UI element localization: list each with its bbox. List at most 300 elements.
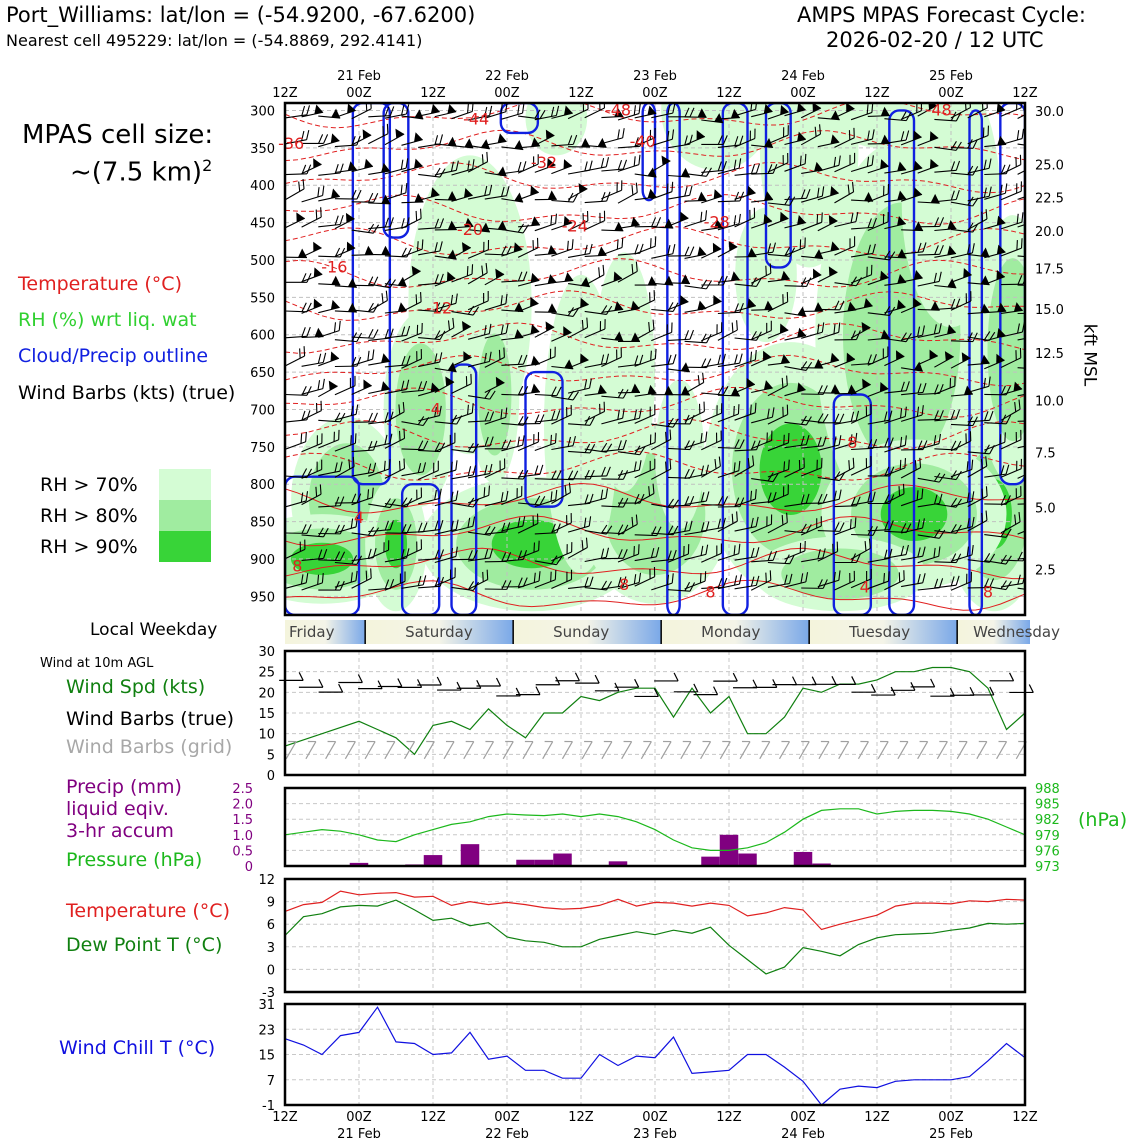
barb-feather [534,238,542,248]
weekday-name: Tuesday [849,623,911,641]
barb-feather [321,379,327,389]
barb-flag [314,328,323,337]
wind-barb [302,134,328,143]
barb-feather [618,160,623,169]
barb-feather [370,349,376,359]
wind-barb [401,193,423,203]
weekday-name: Wednesday [973,623,1061,641]
barb-flag [542,319,554,331]
barb-flag [795,327,806,338]
barb-feather [307,273,311,282]
barb-feather [467,466,473,476]
barb-staff [618,165,639,172]
barb-feather [583,161,589,171]
barb-flag [560,157,572,169]
wind-barb [601,221,623,231]
barb-flag [329,188,340,199]
barb-feather [588,244,594,254]
barb-feather [1006,165,1010,174]
barb-staff [485,254,507,255]
wind-barb [567,161,594,174]
barb-feather [535,432,542,442]
barb-flag [709,241,721,253]
barb-flag [1031,137,1041,147]
barb-feather [1030,518,1037,528]
barb-feather [336,321,343,331]
precip-tick: 0 [244,860,253,875]
barb-feather [1029,684,1033,692]
barb-flag [310,240,322,252]
legend-wind: Wind Barbs (kts) (true) [18,382,236,404]
barb-staff [818,531,840,532]
barb-staff [518,442,538,451]
station-title: Port_Williams: lat/lon = (-54.9200, -67.6200) [6,3,476,27]
barb-feather [651,290,659,300]
barb-feather [434,135,439,145]
wind-barb [318,247,344,257]
barb-feather [399,160,405,170]
barb-flag [414,109,424,119]
wind-barb [314,378,338,397]
wind-barb [284,327,311,338]
wind-barb [364,291,391,312]
barb-staff [352,337,374,338]
wind-barb [367,352,390,365]
top-date-tick: 25 Feb [929,69,973,84]
rh-legend-80: RH > 80% [40,505,138,527]
pressure-tick: 950 [250,590,275,606]
barb-staff [835,506,857,507]
barb-feather [301,327,306,336]
barb-staff [285,420,307,422]
barb-staff [635,535,657,536]
height-tick: 10.0 [1035,394,1064,410]
barb-feather [334,216,339,225]
temp-tick: 3 [266,940,275,956]
top-time-tick: 00Z [642,86,668,101]
barb-flag [448,136,458,146]
precip-bar [424,855,443,866]
barb-feather [1034,582,1039,591]
cell-size-label: MPAS cell size: [22,120,214,150]
temperature-label: -28 [703,212,730,232]
barb-feather [756,164,761,173]
barb-staff [718,312,740,313]
barb-flag [664,219,673,228]
barb-feather [702,334,707,343]
temperature-label: 8 [982,582,994,602]
pressure-tick: 400 [250,179,275,195]
precip-tick: 1.5 [232,813,253,829]
temperature-label: -36 [278,134,305,154]
barb-feather [322,353,328,363]
cell-size-text: ~(7.5 km) [70,157,203,188]
wind-barb [317,164,344,176]
barb-staff [285,311,307,312]
barb-flag [498,166,508,176]
barb-feather [317,354,323,364]
barb-feather [623,160,628,169]
weekday-name: Friday [289,623,335,641]
top-time-tick: 12Z [272,86,298,101]
barb-staff [285,395,307,396]
temp-tick: -3 [262,986,275,1001]
height-tick: 25.0 [1035,158,1064,174]
height-tick: 5.0 [1035,501,1056,517]
barb-flag [1027,212,1038,223]
barb-feather [1015,130,1021,140]
barb-feather [700,402,708,412]
bottom-time-tick: 00Z [494,1110,520,1125]
pressure-hpa-tick: 979 [1035,828,1060,844]
barb-staff [285,189,304,200]
wind-barb [684,191,706,201]
barb-staff [934,562,956,563]
barb-staff [785,286,807,287]
barb-staff [701,505,723,506]
barb-flag [359,127,371,139]
temperature-label: -32 [530,152,558,172]
barb-flag [327,350,339,362]
barb-feather [324,134,328,143]
height-tick: 7.5 [1035,446,1056,462]
wind-barb [331,211,355,229]
barb-feather [699,373,707,383]
barb-flag [548,190,557,199]
pressure-tick: 700 [250,403,275,419]
bottom-time-tick: 12Z [272,1110,298,1125]
barb-feather [316,380,322,390]
barb-feather [453,460,459,470]
pressure-tick: 350 [250,141,275,157]
temperature-label: -24 [561,216,588,236]
barb-staff [1001,191,1021,200]
barb-feather [369,193,373,202]
rh-blob [760,424,822,515]
precip-bar [461,844,480,866]
height-tick: 15.0 [1035,302,1064,318]
rh-legend-90: RH > 90% [40,536,138,558]
wind-barb [352,193,378,202]
barb-staff [618,193,637,204]
barb-staff [585,476,607,477]
temperature-label: -4 [425,399,441,419]
barb-feather [690,247,694,256]
barb-staff [651,332,671,340]
barb-flag [347,161,357,171]
barb-feather [1039,411,1043,420]
barb-feather [671,244,677,254]
barb-feather [601,211,608,221]
barb-feather [716,355,722,365]
pressure-tick: 500 [250,253,275,269]
barb-feather [806,277,810,286]
wind-barb [517,465,544,477]
barb-staff [601,247,622,255]
barb-staff [918,254,940,255]
nearest-cell-info: Nearest cell 495229: lat/lon = (-54.8869, 292.4141) [6,31,423,50]
pressure-tick: 300 [250,104,275,120]
windchill-tick: 23 [258,1023,275,1039]
temperature-label: 4 [353,507,365,527]
temp-tick: 9 [266,895,275,911]
bottom-date-tick: 25 Feb [929,1127,973,1140]
barb-feather [517,162,522,171]
barb-flag [725,239,737,251]
wind-barb [698,322,725,340]
barb-feather [615,129,621,139]
legend-wind-chill: Wind Chill T (°C) [59,1037,216,1059]
barb-feather [1034,412,1038,421]
temperature-label: 8 [705,582,716,602]
pressure-tick: 600 [250,328,275,344]
barb-feather [583,245,589,255]
legend-dewpoint: Dew Point T (°C) [66,934,223,956]
barb-staff [685,341,707,343]
barb-staff [718,201,740,202]
barb-staff [285,442,306,450]
wind-barb [299,186,326,202]
barb-staff [951,341,973,342]
barb-feather [540,414,544,423]
wind-barb [335,331,362,342]
wind-barb [348,127,372,145]
barb-feather [668,323,675,333]
barb-staff [685,220,706,227]
height-tick: 20.0 [1035,225,1064,240]
pressure-unit-label: (hPa) [1078,809,1128,831]
barb-feather [365,351,371,361]
barb-staff [551,201,573,203]
barb-staff [418,112,440,117]
barb-staff [368,116,390,117]
height-tick: 22.5 [1035,191,1064,207]
barb-staff [318,173,340,175]
wind-tick: 0 [266,769,275,784]
wind-subtitle: Wind at 10m AGL [40,656,154,671]
barb-feather [1039,582,1044,591]
barb-feather [733,320,741,330]
top-time-tick: 12Z [568,86,594,101]
top-date-tick: 22 Feb [485,69,529,84]
barb-flag [1029,383,1039,393]
precip-bar [701,857,720,866]
temperature-label: 4 [859,577,870,597]
barb-flag [392,126,404,138]
wind-barb [435,135,458,146]
top-time-tick: 12Z [716,86,742,101]
bottom-time-tick: 12Z [1012,1110,1038,1125]
bottom-date-tick: 24 Feb [781,1127,825,1140]
rh-legend-70: RH > 70% [40,474,138,496]
precip-bar [738,854,757,866]
legend-precip-1: Precip (mm) [66,776,182,798]
barb-flag [697,191,706,200]
barb-feather [374,193,378,202]
pressure-hpa-tick: 985 [1035,797,1060,813]
pressure-hpa-tick: 976 [1035,844,1060,860]
barb-feather [1032,435,1038,445]
precip-bar [553,854,572,866]
bottom-time-tick: 12Z [568,1110,594,1125]
temp-tick: 0 [266,963,275,979]
barb-feather [701,279,706,288]
height-tick: 17.5 [1035,262,1064,278]
barb-staff [718,330,737,340]
barb-feather [605,157,611,167]
barb-feather [315,187,321,197]
wind-barb [331,240,355,257]
wind-barb [352,328,378,338]
legend-precip-3: 3-hr accum [66,820,174,842]
barb-staff [402,202,424,203]
barb-staff [1018,144,1040,147]
barb-staff [418,586,440,588]
legend-wind-barbs-grid: Wind Barbs (grid) [66,736,233,758]
wind-barb [714,320,741,340]
barb-staff [735,585,757,588]
barb-feather [738,574,744,584]
bottom-date-tick: 21 Feb [337,1127,381,1140]
barb-flag [360,377,372,389]
barb-flag [331,275,340,284]
top-time-tick: 12Z [864,86,890,101]
barb-feather [407,248,411,257]
temperature-label: -44 [463,109,490,129]
barb-feather [539,465,544,474]
bottom-time-tick: 12Z [716,1110,742,1125]
bottom-time-tick: 12Z [420,1110,446,1125]
precip-tick: 2.5 [232,782,253,797]
bottom-time-tick: 00Z [642,1110,668,1125]
barb-staff [518,474,540,477]
barb-feather [1037,434,1043,444]
pressure-hpa-tick: 982 [1035,813,1060,829]
barb-flag [364,246,373,255]
wind-barb [316,132,340,147]
barb-feather [588,161,594,171]
barb-staff [585,201,607,203]
pressure-tick: 800 [250,478,275,494]
wind-tick: 10 [258,727,275,743]
barb-staff [751,173,773,174]
barb-flag [710,293,722,305]
wind-barb [399,131,423,145]
height-tick: 12.5 [1035,346,1064,362]
barb-feather [520,103,526,113]
windchill-tick: 7 [266,1073,275,1089]
weekday-name: Saturday [405,623,473,641]
barb-staff [285,174,307,175]
barb-feather [657,217,661,226]
wind-tick: 20 [258,686,275,702]
weekday-label: Local Weekday [90,620,218,640]
top-date-tick: 24 Feb [781,69,825,84]
bottom-date-tick: 23 Feb [633,1127,677,1140]
pressure-tick: 550 [250,291,275,307]
precip-tick: 2.0 [232,797,253,813]
barb-staff [635,246,656,254]
barb-feather [733,354,738,364]
legend-wind-barbs-true: Wind Barbs (true) [66,708,235,730]
barb-feather [738,354,743,364]
barb-flag [310,297,322,309]
barb-flag [1029,327,1039,337]
temperature-label: 8 [292,556,303,576]
barb-staff [668,505,690,506]
barb-staff [335,219,355,229]
barb-feather [569,239,576,249]
barb-feather [688,186,694,196]
temperature-label: -48 [925,100,952,120]
barb-feather [600,265,608,275]
temp-tick: 12 [258,873,275,888]
top-date-tick: 23 Feb [633,69,677,84]
top-time-tick: 12Z [1012,86,1038,101]
barb-feather [600,158,606,168]
wind-tick: 5 [266,748,275,764]
bottom-time-tick: 00Z [938,1110,964,1125]
wind-barb [348,377,372,394]
precip-bar [794,852,813,866]
wind-barb [285,302,311,312]
cycle-date: 2026-02-20 / 12 UTC [826,28,1044,52]
barb-feather [317,207,325,217]
barb-staff [701,393,723,395]
bottom-time-tick: 00Z [346,1110,372,1125]
wind-barb [535,303,557,312]
barb-feather [307,386,311,395]
barb-feather [302,303,306,312]
barb-feather [683,187,689,197]
barb-staff [285,356,305,366]
cell-size-superscript: 2 [202,156,213,175]
barb-staff [668,339,690,340]
wind-barb [285,273,311,282]
cycle-title: AMPS MPAS Forecast Cycle: [797,3,1086,27]
barb-flag [514,192,524,202]
wind-tick: 25 [258,665,275,681]
barb-flag [325,378,337,390]
pressure-hpa-tick: 973 [1035,860,1060,875]
barb-feather [320,186,326,196]
barb-staff [318,386,337,397]
wind-barb [567,244,594,257]
barb-staff [402,449,424,450]
barb-feather [1035,516,1042,526]
barb-feather [1040,276,1044,285]
windchill-tick: -1 [262,1099,275,1114]
wind-barb [732,184,756,199]
barb-feather [1034,548,1039,557]
height-axis-label: kft MSL [1079,323,1100,387]
top-time-tick: 00Z [346,86,372,101]
rh-blob [415,0,477,96]
barb-feather [733,576,739,586]
barb-staff [1001,560,1023,561]
bottom-time-tick: 12Z [864,1110,890,1125]
pressure-tick: 900 [250,552,275,568]
legend-wind-speed: Wind Spd (kts) [66,676,206,698]
barb-flag [380,352,390,362]
barb-flag [677,210,689,222]
windchill-tick: 15 [258,1048,275,1064]
top-time-tick: 00Z [938,86,964,101]
barb-flag [530,383,540,393]
temperature-label: -48 [604,100,632,120]
wind-barb [352,301,379,313]
barb-flag [563,272,573,282]
